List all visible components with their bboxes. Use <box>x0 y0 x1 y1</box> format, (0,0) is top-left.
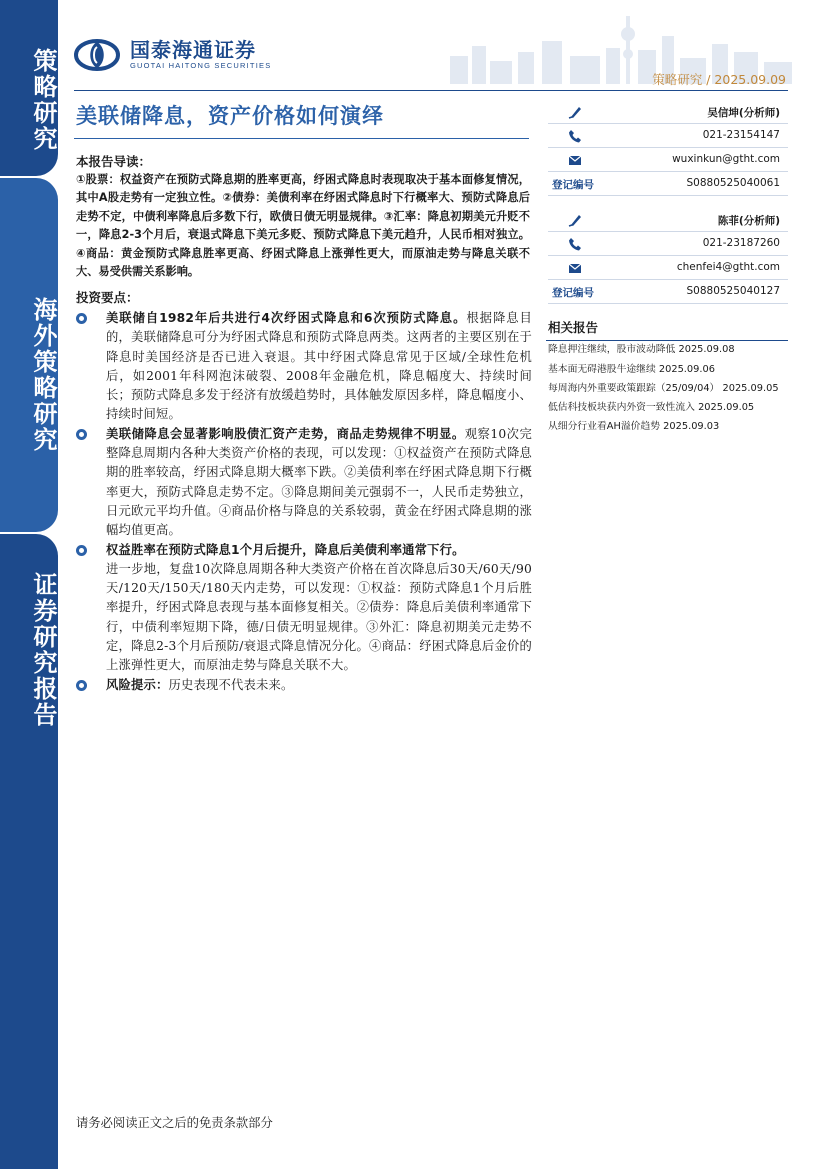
analyst-phone: 021-23154147 <box>702 129 780 141</box>
reg-number: S0880525040061 <box>686 177 780 189</box>
analyst-email[interactable]: wuxinkun@gtht.com <box>672 153 780 165</box>
point-text: 历史表现不代表未来。 <box>168 677 294 692</box>
pen-icon <box>568 105 582 119</box>
analyst-email-row <box>548 256 788 280</box>
invest-points <box>76 309 532 695</box>
phone-icon <box>568 129 582 143</box>
brand-logo <box>74 38 271 72</box>
related-report-item[interactable]: 低估科技板块获内外资一致性流入 2025.09.05 <box>548 401 755 413</box>
mail-icon <box>568 153 582 167</box>
logo-mark-icon <box>74 39 120 71</box>
bullet-icon <box>76 429 87 440</box>
analyst-phone: 021-23187260 <box>702 237 780 249</box>
invest-point <box>76 309 532 425</box>
report-title: 美联储降息，资产价格如何演绎 <box>76 104 384 128</box>
disclaimer-note: 请务必阅读正文之后的免责条款部分 <box>76 1116 273 1130</box>
point-text: 观察10次完整降息周期内各种大类资产价格的表现，可以发现：①权益资产在预防式降息期的胜率较高，纾困式降息期大概率下跌。②美债利率在纾困式降息期下行概率更大，预防式降息走势不定。③降息期间美元强弱不一，人民币走势独立，日元欧元平均升值。④商品价格与降息的关系较弱，黄金在纾困式降息期的涨幅均值更高。 <box>106 426 532 538</box>
point-lead: 权益胜率在预防式降息1个月后提升，降息后美债利率通常下行。 <box>106 542 465 557</box>
brand-name-cn: 国泰海通证券 <box>130 38 256 62</box>
report-category-date: 策略研究 / 2025.09.09 <box>652 72 786 87</box>
analyst-reg-row <box>548 172 788 196</box>
related-reports-list <box>548 344 788 441</box>
analyst-name: 陈菲(分析师) <box>717 215 780 227</box>
reg-label: 登记编号 <box>552 179 594 191</box>
guide-body: ①股票：权益资产在预防式降息期的胜率更高，纾困式降息时表现取决于基本面修复情况，其中A股走势有一定独立性。②债券：美债利率在纾困式降息时下行概率大、预防式降息后走势不定，中债利率降息后多数下行，欧债日债无明显规律。③汇率：降息初期美元升贬不一，降息2-3个月后，衰退式降息下美元多贬、预防式降息下美元趋升，人民币相对独立。④商品：黄金预防式降息胜率更高、纾困式降息上涨弹性更大，而原油走势与降息关联不大、易受供需关系影响。 <box>76 173 530 279</box>
related-report-item[interactable]: 每周海内外重要政策跟踪（25/09/04） 2025.09.05 <box>548 383 779 395</box>
sidebar-label-overseas: 海外策略研究 <box>29 297 57 453</box>
analyst-phone-row <box>548 124 788 148</box>
title-divider <box>74 138 529 139</box>
point-lead: 美联储自1982年后共进行4次纾困式降息和6次预防式降息。 <box>106 311 467 325</box>
invest-point <box>76 425 532 541</box>
related-report-item[interactable]: 从细分行业看AH溢价趋势 2025.09.03 <box>548 421 720 433</box>
analyst-name: 吴信坤(分析师) <box>707 107 780 119</box>
invest-point <box>76 541 532 676</box>
pen-icon <box>568 213 582 227</box>
related-divider <box>546 340 788 341</box>
invest-point-risk <box>76 676 532 695</box>
analyst-name-row <box>548 100 788 124</box>
header-divider <box>74 90 788 91</box>
point-text: 进一步地，复盘10次降息周期各种大类资产价格在首次降息后30天/60天/90天/120天/150天/180天内走势，可以发现：①权益：预防式降息1个月后胜率提升，纾困式降息表现与基本面修复相关。②债券：降息后美债利率通常下行，中债利率短期下降，德/日债无明显规律。③外汇：降息初期美元走势不定，降息2-3个月后预防/衰退式降息情况分化。④商品：纾困式降息后金价的上涨弹性更大，而原油走势与降息关联不大。 <box>106 561 532 673</box>
sidebar-label-report: 证券研究报告 <box>29 572 57 728</box>
point-text: 根据降息目的，美联储降息可分为纾困式降息和预防式降息两类。这两者的主要区别在于降息时美国经济是否已进入衰退。其中纾困式降息常见于区域/全球性危机后，如2001年科网泡沫破裂、2008年金融危机，降息幅度大、持续时间长；预防式降息多发于经济有放缓趋势时，具体触发原因多样，降息幅度小、持续时间短。 <box>106 311 532 422</box>
analyst-card <box>548 100 788 196</box>
phone-icon <box>568 237 582 251</box>
brand-name-en: GUOTAI HAITONG SECURITIES <box>130 61 272 70</box>
guide-heading: 本报告导读： <box>76 154 152 169</box>
related-report-item[interactable]: 基本面无碍港股牛途继续 2025.09.06 <box>548 363 715 375</box>
bullet-icon <box>76 545 87 556</box>
analyst-email[interactable]: chenfei4@gtht.com <box>676 261 780 273</box>
analyst-email-row <box>548 148 788 172</box>
analyst-phone-row <box>548 232 788 256</box>
analyst-card <box>548 208 788 304</box>
point-lead: 风险提示： <box>106 677 169 692</box>
invest-heading: 投资要点： <box>76 290 139 305</box>
bullet-icon <box>76 313 87 324</box>
sidebar-label-strategy: 策略研究 <box>29 48 57 152</box>
related-report-item[interactable]: 降息押注继续，股市波动降低 2025.09.08 <box>548 344 735 355</box>
analyst-reg-row <box>548 280 788 304</box>
reg-number: S0880525040127 <box>686 285 780 297</box>
analyst-name-row <box>548 208 788 232</box>
bullet-icon <box>76 680 87 691</box>
sidebar <box>0 0 58 1169</box>
point-lead: 美联储降息会显著影响股债汇资产走势，商品走势规律不明显。 <box>106 426 465 441</box>
reg-label: 登记编号 <box>552 287 594 299</box>
related-reports-heading: 相关报告 <box>548 320 599 335</box>
mail-icon <box>568 261 582 275</box>
